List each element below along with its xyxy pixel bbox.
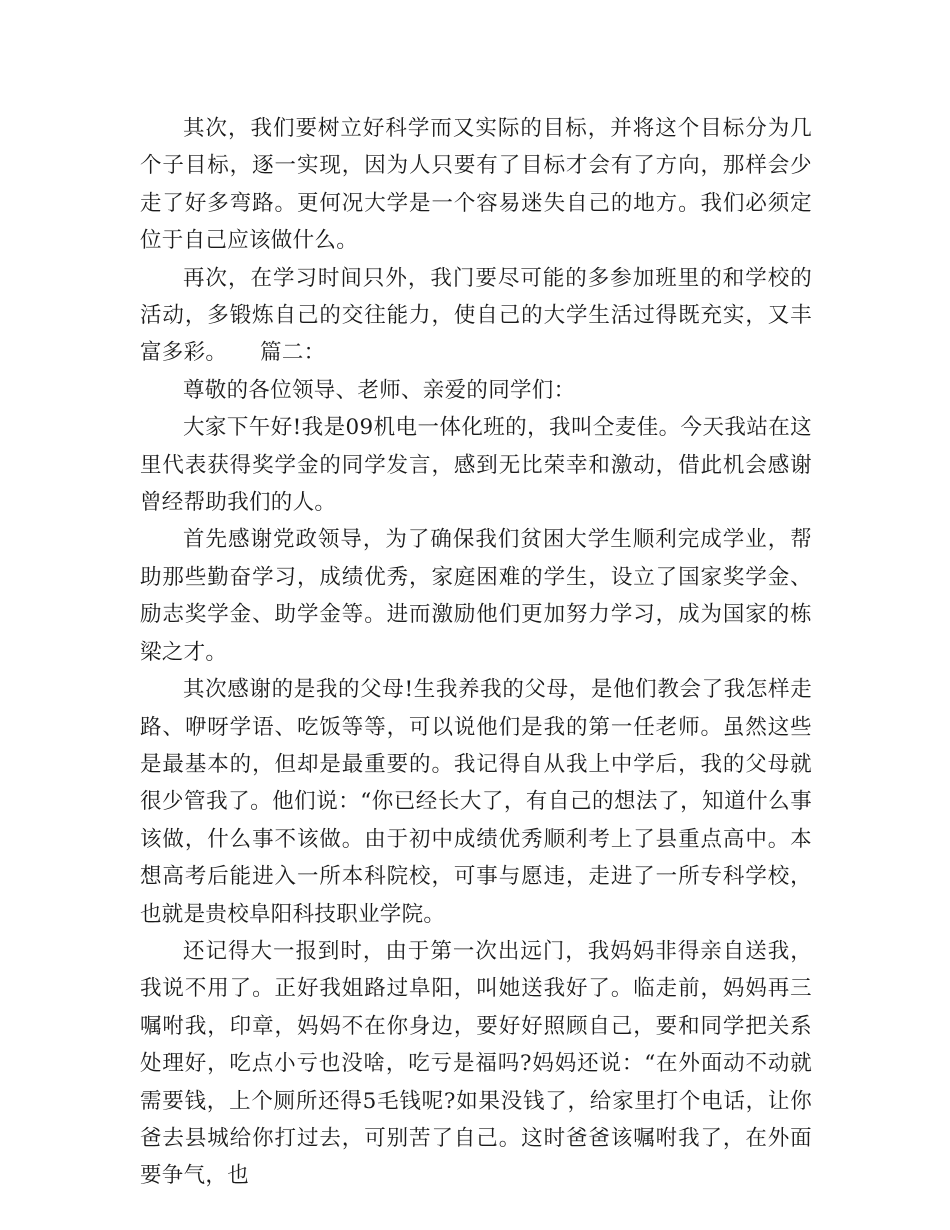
document-body [140,110,812,1195]
paragraph: 其次感谢的是我的父母!生我养我的父母，是他们教会了我怎样走路、咿呀学语、吃饭等等，可以说他们是我的第一任老师。虽然这些是最基本的，但却是最重要的。我记得自从我上中学后，我的父母就很少管我了。他们说：“你已经长大了，有自己的想法了，知道什么事该做，什么事不该做。由于初中成绩优秀顺利考上了县重点高中。本想高考后能进入一所本科院校，可事与愿违，走进了一所专科学校，也就是贵校阜阳科技职业学院。 [140,677,812,927]
paragraph: 其次，我们要树立好科学而又实际的目标，并将这个目标分为几个子目标，逐一实现，因为人只要有了目标才会有了方向，那样会少走了好多弯路。更何况大学是一个容易迷失自己的地方。我们必须定位于自己应该做什么。 [140,116,812,254]
paragraph: 还记得大一报到时，由于第一次出远门，我妈妈非得亲自送我，我说不用了。正好我姐路过阜阳，叫她送我好了。临走前，妈妈再三嘱咐我，印章，妈妈不在你身边，要好好照顾自己，要和同学把关系处理好，吃点小亏也没啥，吃亏是福吗?妈妈还说：“在外面动不动就需要钱，上个厕所还得5毛钱呢?如果没钱了，给家里打个电话，让你爸去县城给你打过去，可别苦了自己。这时爸爸该嘱咐我了，在外面要争气，也 [140,938,812,1189]
salutation: 尊敬的各位领导、老师、亲爱的同学们： [183,377,576,403]
paragraph: 首先感谢党政领导，为了确保我们贫困大学生顺利完成学业，帮助那些勤奋学习，成绩优秀，家庭困难的学生，设立了国家奖学金、励志奖学金、助学金等。进而激励他们更加努力学习，成为国家的栋梁之才。 [140,527,812,665]
paragraph: 大家下午好!我是09机电一体化班的，我叫仝麦佳。今天我站在这里代表获得奖学金的同学发言，感到无比荣幸和激动，借此机会感谢曾经帮助我们的人。 [140,415,812,516]
paragraph: 再次，在学习时间只外，我门要尽可能的多参加班里的和学校的活动，多锻炼自己的交往能力，使自己的大学生活过得既充实，又丰富多彩。 篇二： [140,265,812,366]
